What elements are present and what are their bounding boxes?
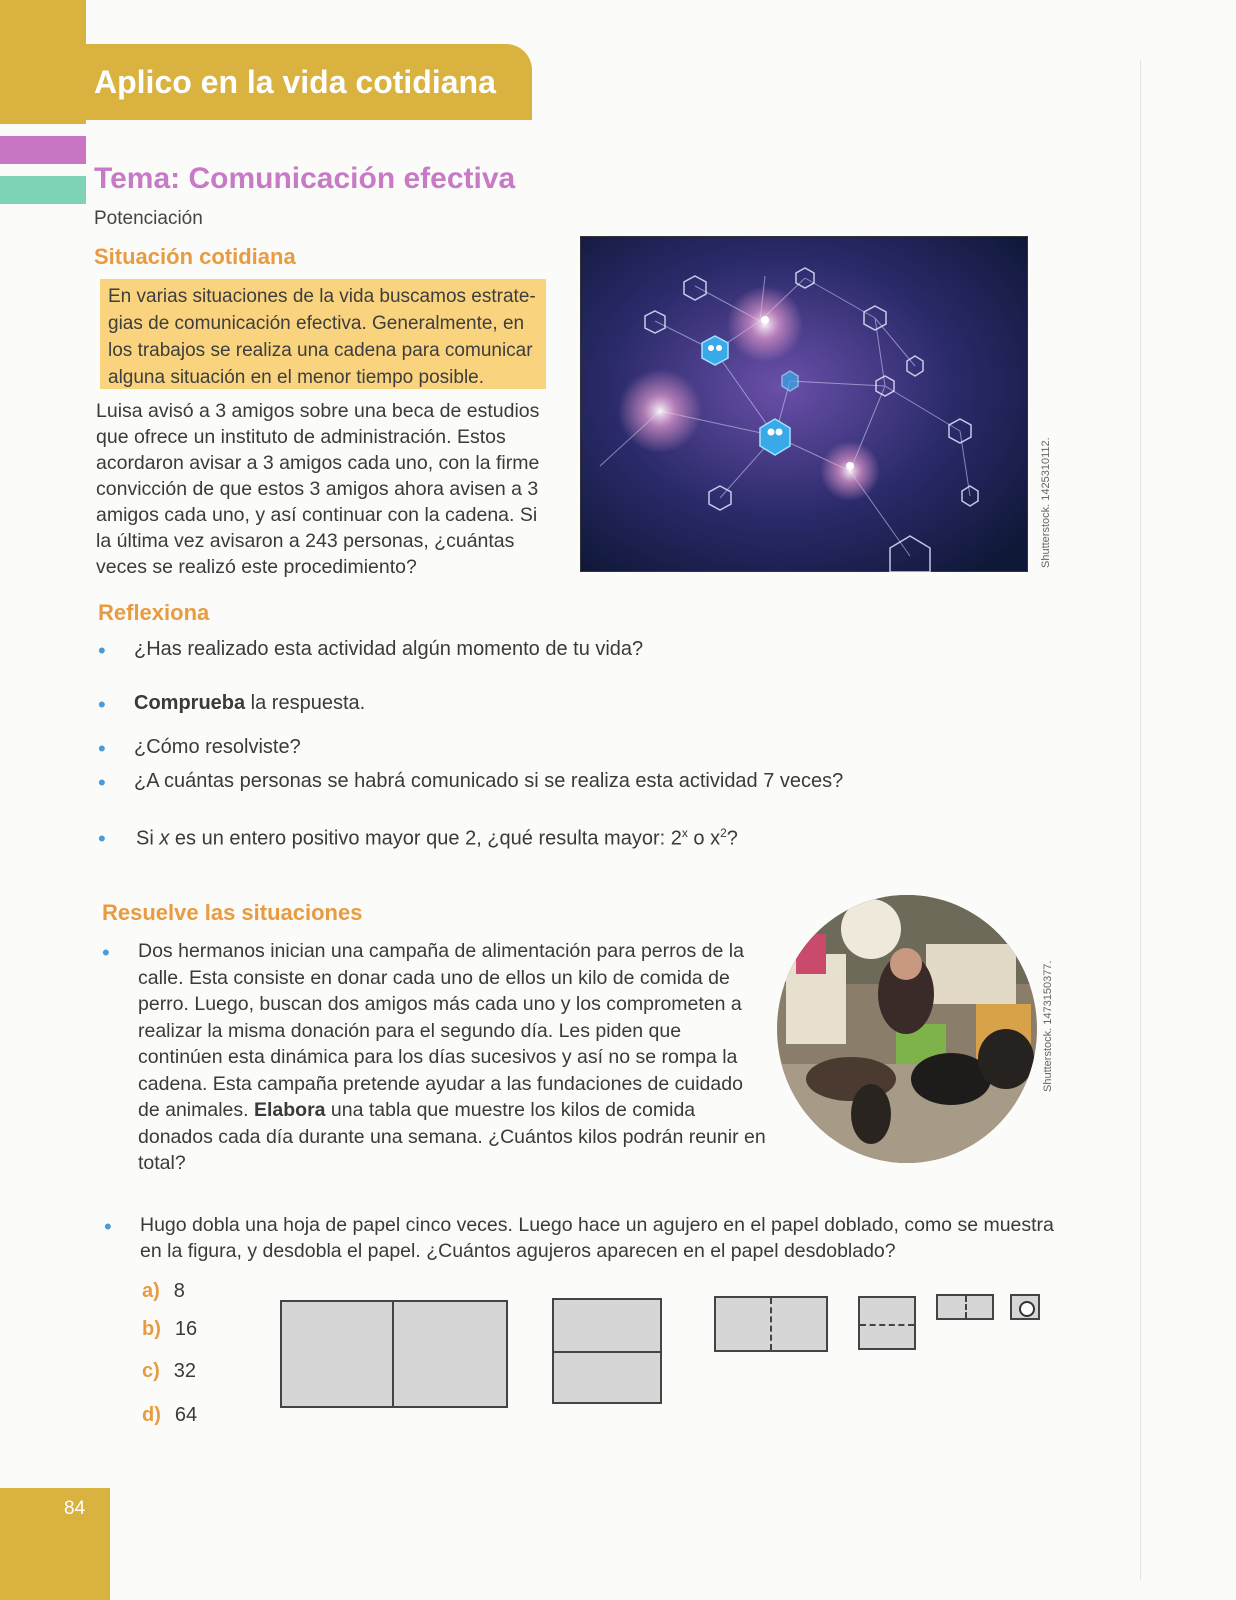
list-item — [98, 770, 844, 795]
page-header-title: Aplico en la vida cotidiana — [94, 64, 496, 100]
option-label: a) — [142, 1280, 160, 1302]
fold-line-dashed — [965, 1296, 967, 1318]
list-item-text: es un entero positivo mayor que 2, ¿qué resulta mayor: 2 — [169, 827, 682, 850]
section-heading-reflexiona: Reflexiona — [98, 600, 210, 625]
option-d — [142, 1404, 197, 1427]
situation-paragraph: Luisa avisó a 3 amigos sobre una beca de estudios que ofrece un instituto de administración. Estos acordaron avisar a 3 amigos cada uno, con la firme convicción de que estos 3 amigos ahora avisen a 3 amigos cada uno, y así continuar con la cadena. Si la última vez avisaron a 243 personas, ¿cuántas veces se realizó este procedimiento? — [96, 400, 540, 578]
list-item-var: x — [159, 827, 170, 850]
topic-title: Tema: Comunicación efectiva — [94, 162, 516, 195]
page-number-box — [0, 1488, 110, 1600]
bullet-dot-icon: • — [98, 770, 106, 795]
paper-fold-3 — [714, 1296, 828, 1352]
highlight-line: los trabajos se realiza una cadena para comunicar — [108, 340, 533, 361]
paper-fold-final — [1010, 1294, 1040, 1320]
option-label: c) — [142, 1360, 160, 1382]
option-value: 8 — [173, 1280, 185, 1302]
bullet-dot-icon: • — [98, 826, 106, 851]
option-label: b) — [142, 1318, 161, 1340]
fold-line-dashed — [860, 1324, 914, 1326]
dogs-photo — [776, 894, 1038, 1164]
exponent: 2 — [720, 826, 727, 840]
paper-fold-5 — [936, 1294, 994, 1320]
list-item-bold: Comprueba — [134, 692, 246, 714]
highlight-line: En varias situaciones de la vida buscamos estrate- — [108, 286, 536, 307]
paper-fold-4 — [858, 1296, 916, 1350]
bullet-dot-icon: • — [104, 1214, 112, 1239]
problem-bold: Elabora — [253, 1099, 326, 1121]
problem-dogs — [138, 938, 768, 1177]
list-item-text: o x — [687, 827, 721, 850]
list-item-text: la respuesta. — [245, 692, 366, 714]
bullet-dot-icon: • — [102, 940, 110, 965]
bullet-dot-icon: • — [98, 736, 106, 761]
bullet-dot-icon: • — [98, 638, 106, 663]
photo-credit: Shutterstock. 1425310112. — [1040, 437, 1052, 568]
fold-line — [392, 1302, 394, 1406]
option-label: d) — [142, 1404, 161, 1426]
option-value: 64 — [174, 1404, 198, 1426]
option-value: 32 — [173, 1360, 197, 1382]
photo-credit: Shutterstock. 1473150377. — [1042, 960, 1054, 1092]
list-item-text: ¿Has realizado esta actividad algún momento de tu vida? — [134, 638, 644, 660]
option-b — [142, 1318, 197, 1341]
list-item — [98, 638, 644, 663]
page-number: 84 — [64, 1498, 86, 1519]
exponent: x — [681, 826, 688, 840]
problem-text: una tabla que muestre los kilos de comida donados cada día durante una semana. ¿Cuántos kilos podrán reunir en total? — [138, 1099, 766, 1174]
problem-paper: Hugo dobla una hoja de papel cinco veces. Luego hace un agujero en el papel doblado, como se muestra en la figura, y desdobla el papel. ¿Cuántos agujeros aparecen en el papel desdoblado? — [140, 1214, 1054, 1262]
pink-accent-bar — [0, 136, 86, 164]
list-item — [98, 826, 738, 851]
highlight-box — [100, 279, 546, 389]
header-accent-strip — [0, 0, 86, 124]
bullet-dot-icon: • — [98, 692, 106, 717]
fold-line-dashed — [770, 1298, 772, 1350]
list-item — [98, 736, 301, 761]
paper-fold-2 — [552, 1298, 662, 1404]
list-item-text: Si — [136, 827, 160, 850]
option-c — [142, 1360, 196, 1383]
teal-accent-bar — [0, 176, 86, 204]
hole-icon — [1019, 1301, 1035, 1317]
highlight-line: gias de comunicación efectiva. Generalmente, en — [108, 313, 525, 334]
list-item-text: ? — [726, 827, 738, 850]
list-item — [98, 692, 366, 717]
problem-text: Dos hermanos inician una campaña de alimentación para perros de la calle. Esta consiste en donar cada uno de ellos un kilo de comida de perro. Luego, buscan dos amigos más cada uno y los comprometen a realizar la misma donación para el segundo día. Les piden que continúen esta dinámica para los días sucesivos y así no se rompa la cadena. Esta campaña pretende ayudar a las fundaciones de cuidado de animales. — [138, 940, 744, 1121]
fold-line — [554, 1351, 660, 1353]
topic-subtitle: Potenciación — [94, 208, 203, 229]
paper-fold-1 — [280, 1300, 508, 1408]
section-heading-situacion: Situación cotidiana — [94, 244, 296, 269]
option-value: 16 — [174, 1318, 198, 1340]
network-photo — [580, 236, 1028, 572]
highlight-line: alguna situación en el menor tiempo posible. — [108, 367, 485, 388]
section-heading-resuelve: Resuelve las situaciones — [102, 900, 363, 925]
list-item-text: ¿A cuántas personas se habrá comunicado si se realiza esta actividad 7 veces? — [134, 770, 844, 792]
option-a — [142, 1280, 185, 1303]
page-edge-line — [1140, 60, 1141, 1580]
list-item-text: ¿Cómo resolviste? — [134, 736, 301, 758]
